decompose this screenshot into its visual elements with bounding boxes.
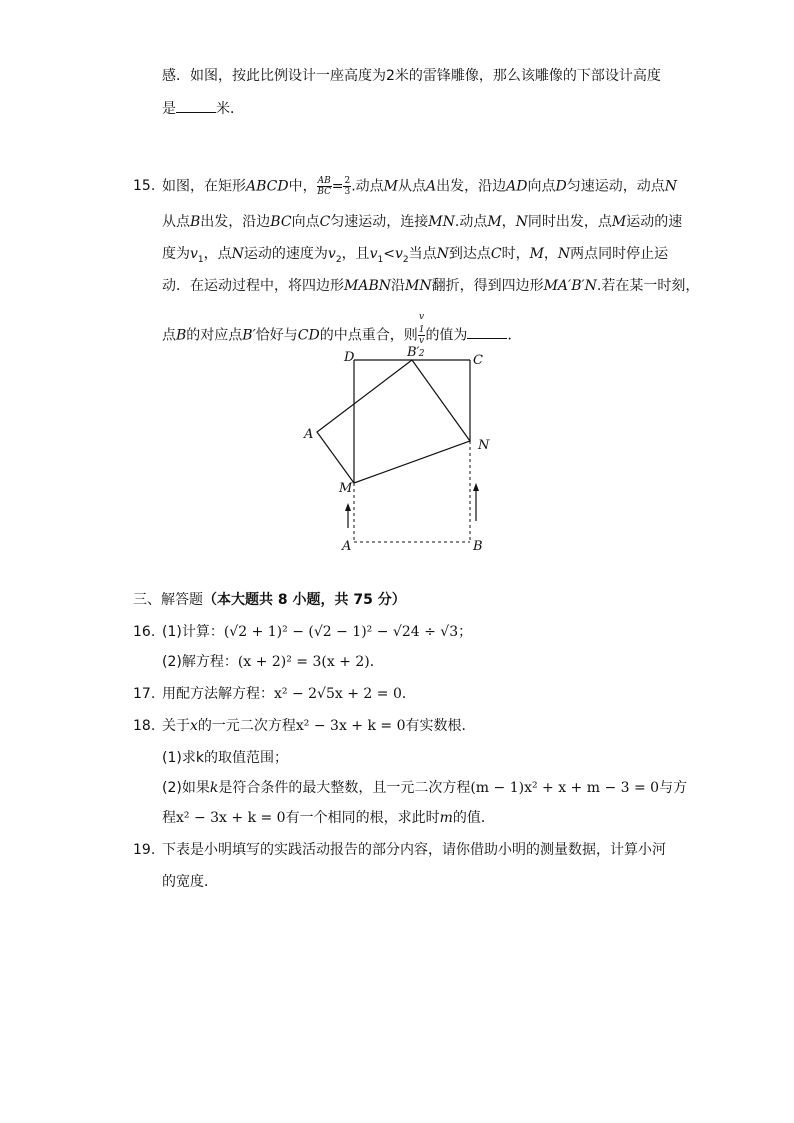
q15-line5: 点B的对应点B′恰好与CD的中点重合，则 v $_1$ v $_2$ 的值为 ． (162, 312, 522, 359)
q17-text: 用配方法解方程：x² − 2√5x + 2 = 0． (162, 686, 416, 702)
q18-part2-line2: 程x² − 3x + k = 0有一个相同的根，求此时m的值． (162, 810, 495, 826)
section-3-heading: 三、解答题（本大题共 8 小题，共 75 分） (133, 592, 406, 608)
answer-blank (176, 98, 216, 113)
label-c: C (473, 353, 483, 368)
q18-part1: (1)求k的取值范围； (162, 750, 288, 766)
q18-line1: 关于x的一元二次方程x² − 3x + k = 0有实数根． (162, 718, 476, 734)
arrow-up-icon (345, 503, 351, 511)
geometry-figure (290, 340, 510, 560)
q16-part1: (1)计算：(√2 + 1)² − (√2 − 1)² − √24 ÷ √3； (162, 624, 473, 640)
q14-text-line2: 是 米． (162, 98, 244, 119)
q18-part2-line1: (2)如果k是符合条件的最大整数，且一元二次方程(m − 1)x² + x + m − 3 = 0与方 (162, 780, 688, 796)
answer-blank (467, 324, 507, 339)
q16-number: 16. (133, 624, 156, 640)
q18-number: 18. (133, 718, 156, 734)
q15-line2: 从点B出发，沿边BC向点C匀速运动，连接MN.动点M，N同时出发，点M运动的速 (162, 214, 683, 230)
q19-line1: 下表是小明填写的实践活动报告的部分内容，请你借助小明的测量数据，计算小河 (162, 842, 666, 858)
label-a-folded: A (304, 427, 314, 442)
fraction-v1-v2: v $_1$ v $_2$ (418, 312, 425, 359)
q19-line2: 的宽度． (162, 874, 218, 890)
q15-line1: 如图，在矩形ABCD中， $\frac{AB}{BC}$ = $\frac{2}{3}$ .动点M从点A出发，沿边AD向点D匀速运动，动点N (162, 176, 677, 197)
q14-text-line1: 感．如图，按此比例设计一座高度为2米的雷锋雕像，那么该雕像的下部设计高度 (162, 68, 661, 84)
folded-quadrilateral (317, 360, 470, 483)
q17-number: 17. (133, 686, 156, 702)
fraction-ab-bc: $\frac{AB}{BC}$ (317, 176, 331, 197)
label-n: N (478, 438, 490, 453)
label-a: A (342, 539, 352, 554)
label-d: D (344, 350, 355, 365)
q15-line4: 动．在运动过程中，将四边形MABN沿MN翻折，得到四边形MA′B′N.若在某一时刻， (162, 278, 700, 294)
label-m: M (339, 481, 353, 496)
label-b-prime: B′ (407, 345, 420, 360)
label-b: B (473, 539, 483, 554)
q15-number: 15. (133, 178, 156, 194)
arrow-up-icon (473, 483, 479, 491)
fraction-two-thirds: $\frac{2}{3}$ (344, 176, 351, 197)
q16-part2: (2)解方程：(x + 2)² = 3(x + 2)． (162, 654, 384, 670)
q19-number: 19. (133, 842, 156, 858)
q15-line3: 度为$v_1$，点N运动的速度为$v_2$，且$v_1<v_2$当点N到达点C时，M，N两点同时停止运 (162, 246, 669, 265)
